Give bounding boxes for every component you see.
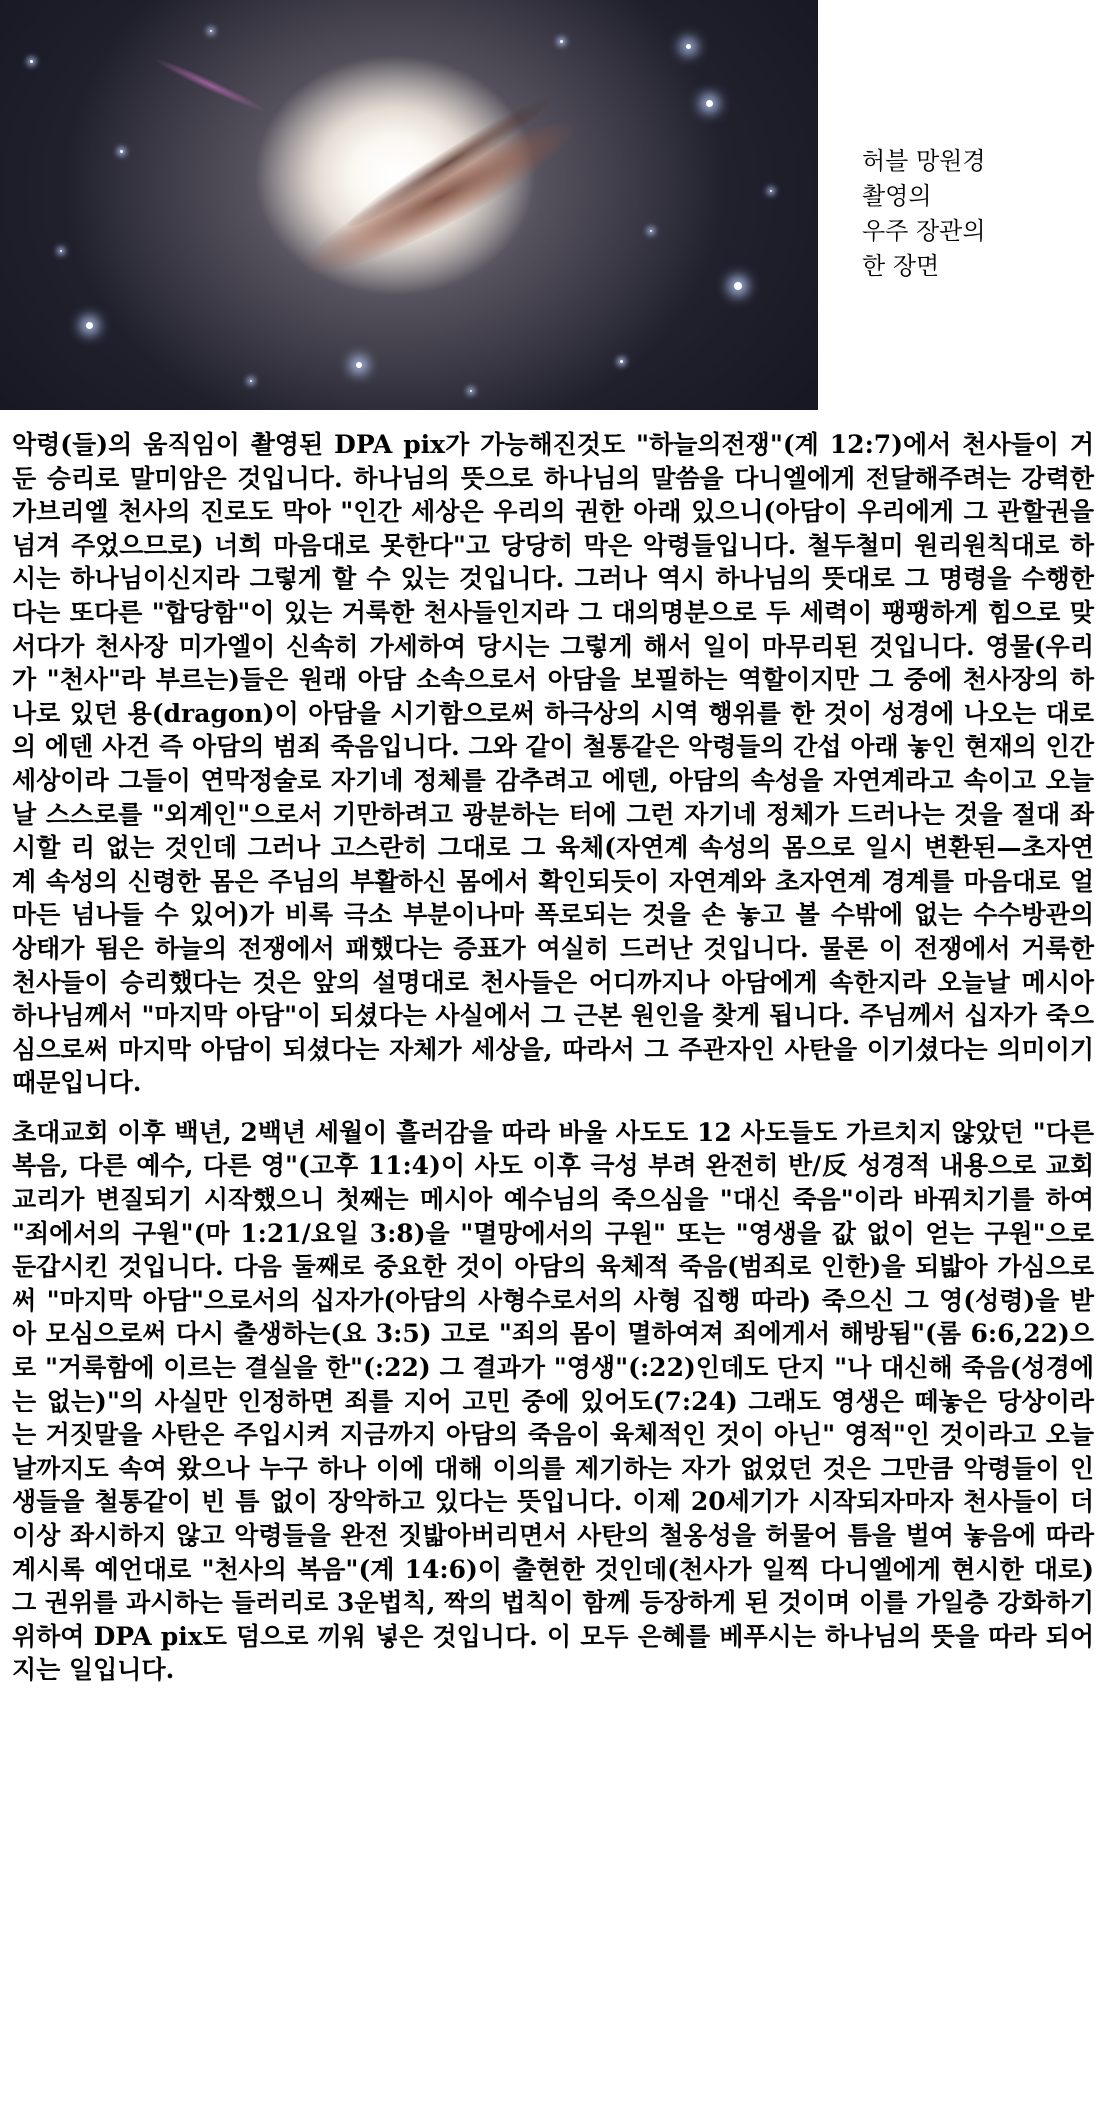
star: [120, 150, 123, 153]
star: [86, 322, 93, 329]
star: [470, 390, 472, 392]
article-body: [12, 428, 1094, 1687]
paragraph: 악령(들)의 움직임이 촬영된 DPA pix가 가능해진것도 "하늘의전쟁"(계 12:7)에서 천사들이 거둔 승리로 말미암은 것입니다. 하나님의 뜻으로 하나님의 말씀을 다니엘에게 전달해주려는 강력한 가브리엘 천사의 진로도 막아 "인간 세상은 우리의 권한 아래 있으니(아담이 우리에게 그 관할권을 넘겨 주었으므로) 너희 마음대로 못한다"고 당당히 막은 악령들입니다. 철두철미 원리원칙대로 하시는 하나님이신지라 그렇게 할 수 있는 것입니다. 그러나 역시 하나님의 뜻대로 그 명령을 수행한다는 또다른 "합당함"이 있는 거룩한 천사들인지라 그 대의명분으로 두 세력이 팽팽하게 힘으로 맞서다가 천사장 미가엘이 신속히 가세하여 당시는 그렇게 해서 일이 마무리된 것입니다. 영물(우리가 "천사"라 부르는)들은 원래 아담 소속으로서 아담을 보필하는 역할이지만 그 중에 천사장의 하나로 있던 용(dragon)이 아담을 시기함으로써 하극상의 시역 행위를 한 것이 성경에 나오는 대로의 에덴 사건 즉 아담의 범죄 죽음입니다. 그와 같이 철통같은 악령들의 간섭 아래 놓인 현재의 인간 세상이라 그들이 연막정술로 자기네 정체를 감추려고 에덴, 아담의 속성을 자연계라고 속이고 오늘날 스스로를 "외계인"으로서 기만하려고 광분하는 터에 그런 자기네 정체가 드러나는 것을 절대 좌시할 리 없는 것인데 그러나 고스란히 그대로 그 육체(자연계 속성의 몸으로 일시 변환된—초자연계 속성의 신령한 몸은 주님의 부활하신 몸에서 확인되듯이 자연계와 초자연계 경계를 마음대로 얼마든 넘나들 수 있어)가 비록 극소 부분이나마 폭로되는 것을 손 놓고 볼 수밖에 없는 수수방관의 상태가 됨은 하늘의 전쟁에서 패했다는 증표가 여실히 드러난 것입니다. 물론 이 전쟁에서 거룩한 천사들이 승리했다는 것은 앞의 설명대로 천사들은 어디까지나 아담에게 속한지라 오늘날 메시아 하나님께서 "마지막 아담"이 되셨다는 사실에서 그 근본 원인을 찾게 됩니다. 주님께서 십자가 죽으심으로써 마지막 아담이 되셨다는 자체가 세상을, 따라서 그 주관자인 사탄을 이기셨다는 의미이기 때문입니다.: [12, 430, 1094, 1098]
star: [620, 360, 623, 363]
star: [560, 40, 563, 43]
star: [60, 250, 62, 252]
star: [210, 30, 212, 32]
paragraph: 초대교회 이후 백년, 2백년 세월이 흘러감을 따라 바울 사도도 12 사도들도 가르치지 않았던 "다른 복음, 다른 예수, 다른 영"(고후 11:4)이 사도 이후 극성 부려 완전히 반/反 성경적 내용으로 교회 교리가 변질되기 시작했으니 첫째는 메시아 예수님의 죽으심을 "대신 죽음"이라 바꿔치기를 하여 "죄에서의 구원"(마 1:21/요일 3:8)을 "멸망에서의 구원" 또는 "영생을 값 없이 얻는 구원"으로 둔갑시킨 것입니다. 다음 둘째로 중요한 것이 아담의 육체적 죽음(범죄로 인한)을 되밟아 가심으로써 "마지막 아담"으로서의 십자가(아담의 사형수로서의 사형 집행 따라) 죽으신 그 영(성령)을 받아 모심으로써 다시 출생하는(요 3:5) 고로 "죄의 몸이 멸하여져 죄에게서 해방됨"(롬 6:6,22)으로 "거룩함에 이르는 결실을 한"(:22) 그 결과가 "영생"(:22)인데도 단지 "나 대신해 죽음(성경에는 없는)"의 사실만 인정하면 죄를 지어 고민 중에 있어도(7:24) 그래도 영생은 떼놓은 당상이라는 거짓말을 사탄은 주입시켜 지금까지 아담의 죽음이 육체적인 것이 아닌" 영적"인 것이라고 오늘날까지도 속여 왔으나 누구 하나 이에 대해 이의를 제기하는 자가 없었던 것은 그만큼 악령들이 인생들을 철통같이 빈 틈 없이 장악하고 있다는 뜻입니다. 이제 20세기가 시작되자마자 천사들이 더 이상 좌시하지 않고 악령들을 완전 짓밟아버리면서 사탄의 철옹성을 허물어 틈을 벌여 놓음에 따라 계시록 예언대로 "천사의 복음"(계 14:6)이 출현한 것인데(천사가 일찍 다니엘에게 현시한 대로) 그 권위를 과시하는 들러리로 3운법칙, 짝의 법칙이 함께 등장하게 된 것이며 이를 가일층 강화하기 위하여 DPA pix도 덤으로 끼워 넣은 것입니다. 이 모두 은혜를 베푸시는 하나님의 뜻을 따라 되어지는 일입니다.: [12, 1117, 1094, 1685]
jet-streak: [154, 55, 267, 115]
dust-lane: [295, 103, 586, 292]
star: [770, 190, 772, 192]
header-section: [0, 0, 1105, 410]
star: [30, 60, 33, 63]
star: [650, 230, 652, 232]
photo-caption: 허블 망원경 촬영의 우주 장관의 한 장면: [862, 147, 986, 280]
star: [356, 362, 362, 368]
star: [706, 100, 713, 107]
star: [686, 44, 691, 49]
galaxy-photo: [0, 0, 818, 410]
star: [734, 282, 742, 290]
star: [250, 380, 252, 382]
